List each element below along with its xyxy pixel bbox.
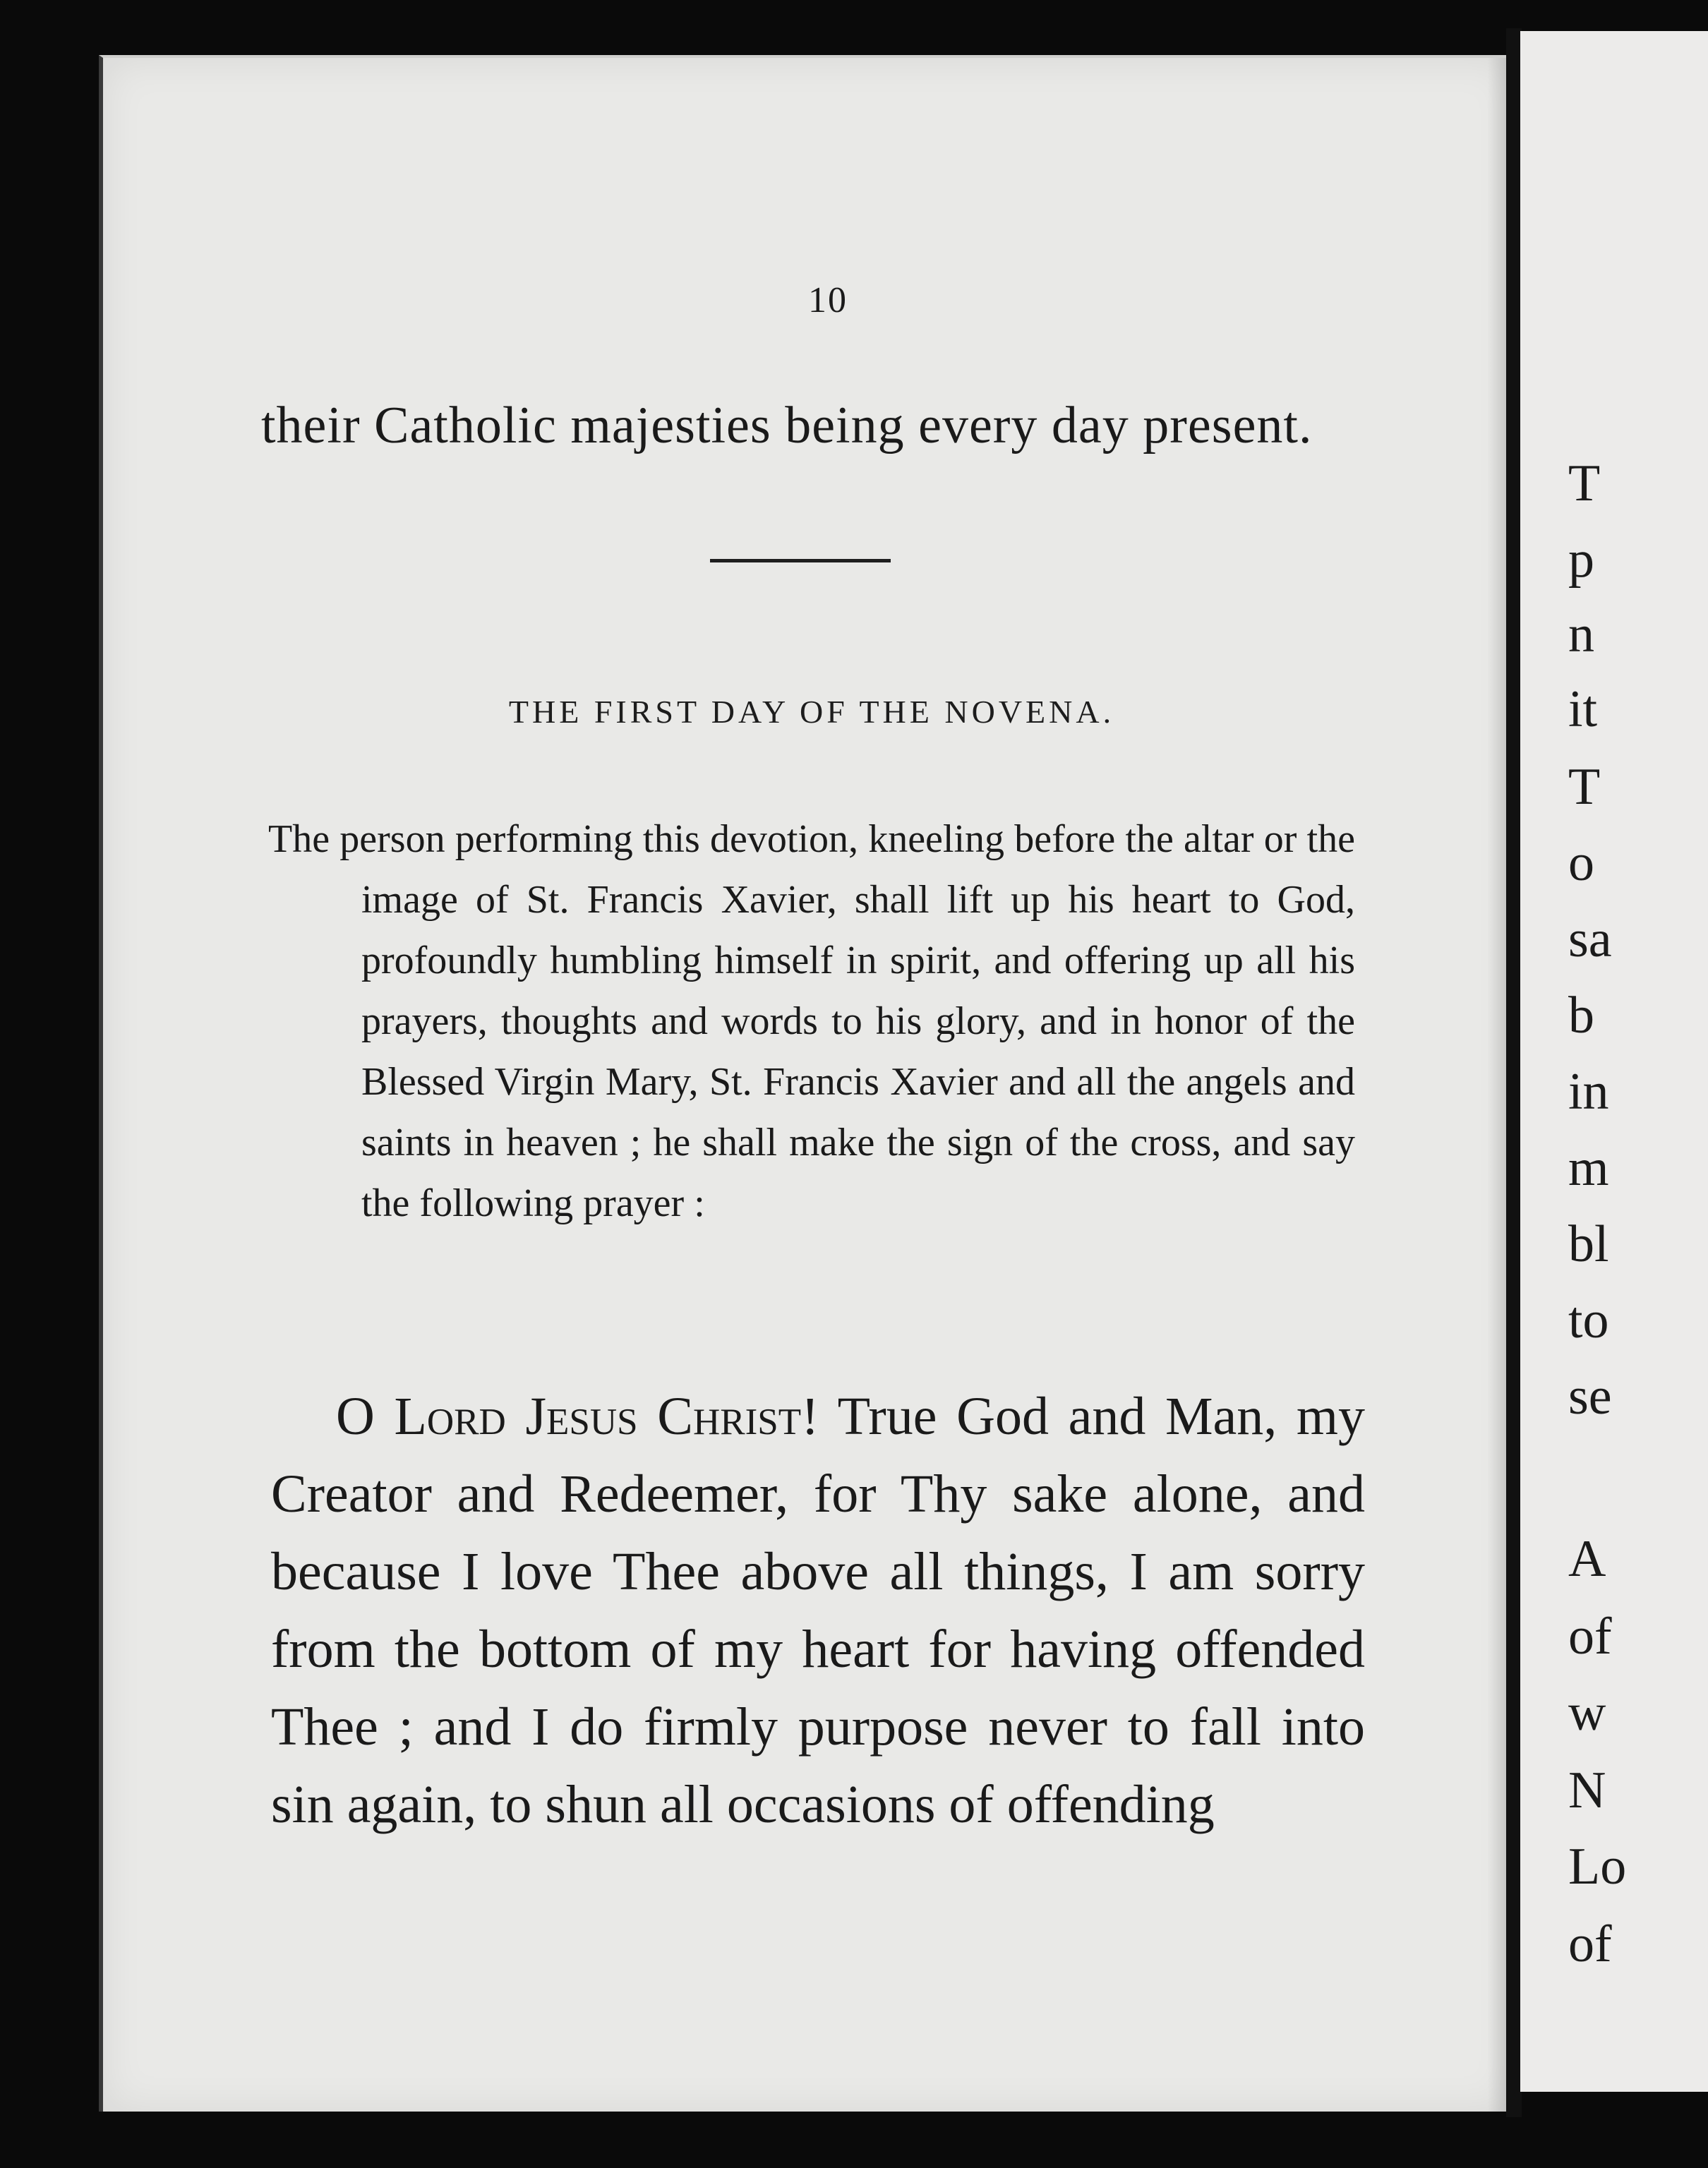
right-page-fragment: o — [1568, 834, 1594, 892]
right-page-fragment: T — [1568, 758, 1601, 816]
right-page-fragment: w — [1568, 1684, 1606, 1742]
book-gutter — [1506, 28, 1522, 2117]
right-page-fragment: bl — [1568, 1215, 1609, 1273]
right-page-edge — [1520, 31, 1708, 2092]
right-page-fragment: Lo — [1568, 1838, 1627, 1896]
right-page-fragment: b — [1568, 987, 1594, 1044]
right-page-fragment: T — [1568, 454, 1601, 512]
right-page-fragment: to — [1568, 1291, 1609, 1349]
intro-paragraph: their Catholic majesties being every day present. — [261, 397, 1313, 454]
right-page-fragment: of — [1568, 1608, 1612, 1666]
rubric-paragraph — [268, 809, 1355, 1234]
right-page-fragment: sa — [1568, 910, 1612, 968]
prayer-opening: O Lord Jesus Christ! — [336, 1387, 819, 1446]
right-page-fragment: it — [1568, 680, 1598, 738]
prayer-paragraph — [271, 1378, 1365, 1843]
right-page-fragment: se — [1568, 1368, 1612, 1426]
rubric-text: person performing this devotion, kneeling before the altar or the image of St. Francis Xavier, shall lift up his heart to God, profoundly humbling himself in spirit, and offering up all his prayers, thoughts and words to his glory, and in honor of the Blessed Virgin Mary, St. Francis Xavier and all the angels and saints in heaven ; he shall make the sign of the cross, and say the following prayer : — [339, 817, 1356, 1225]
section-heading: THE FIRST DAY OF THE NOVENA. — [508, 694, 1115, 730]
rubric-lead: The — [268, 817, 330, 861]
section-divider — [710, 559, 891, 562]
right-page-fragment: N — [1568, 1762, 1606, 1819]
right-page-fragment: in — [1568, 1063, 1609, 1121]
right-page-fragment: n — [1568, 606, 1594, 663]
prayer-text: True God and Man, my Creator and Redeemer, for Thy sake alone, and because I love Thee above all things, I am sorry from the bottom of my heart for having offended Thee ; and I do firmly purpose never to fall into sin again, to shun all occasions of offending — [271, 1387, 1365, 1834]
right-page-fragment: A — [1568, 1530, 1606, 1588]
right-page-fragment: p — [1568, 531, 1594, 589]
right-page-fragment: of — [1568, 1915, 1612, 1973]
page-number: 10 — [808, 280, 848, 320]
right-page-fragment: m — [1568, 1139, 1609, 1197]
